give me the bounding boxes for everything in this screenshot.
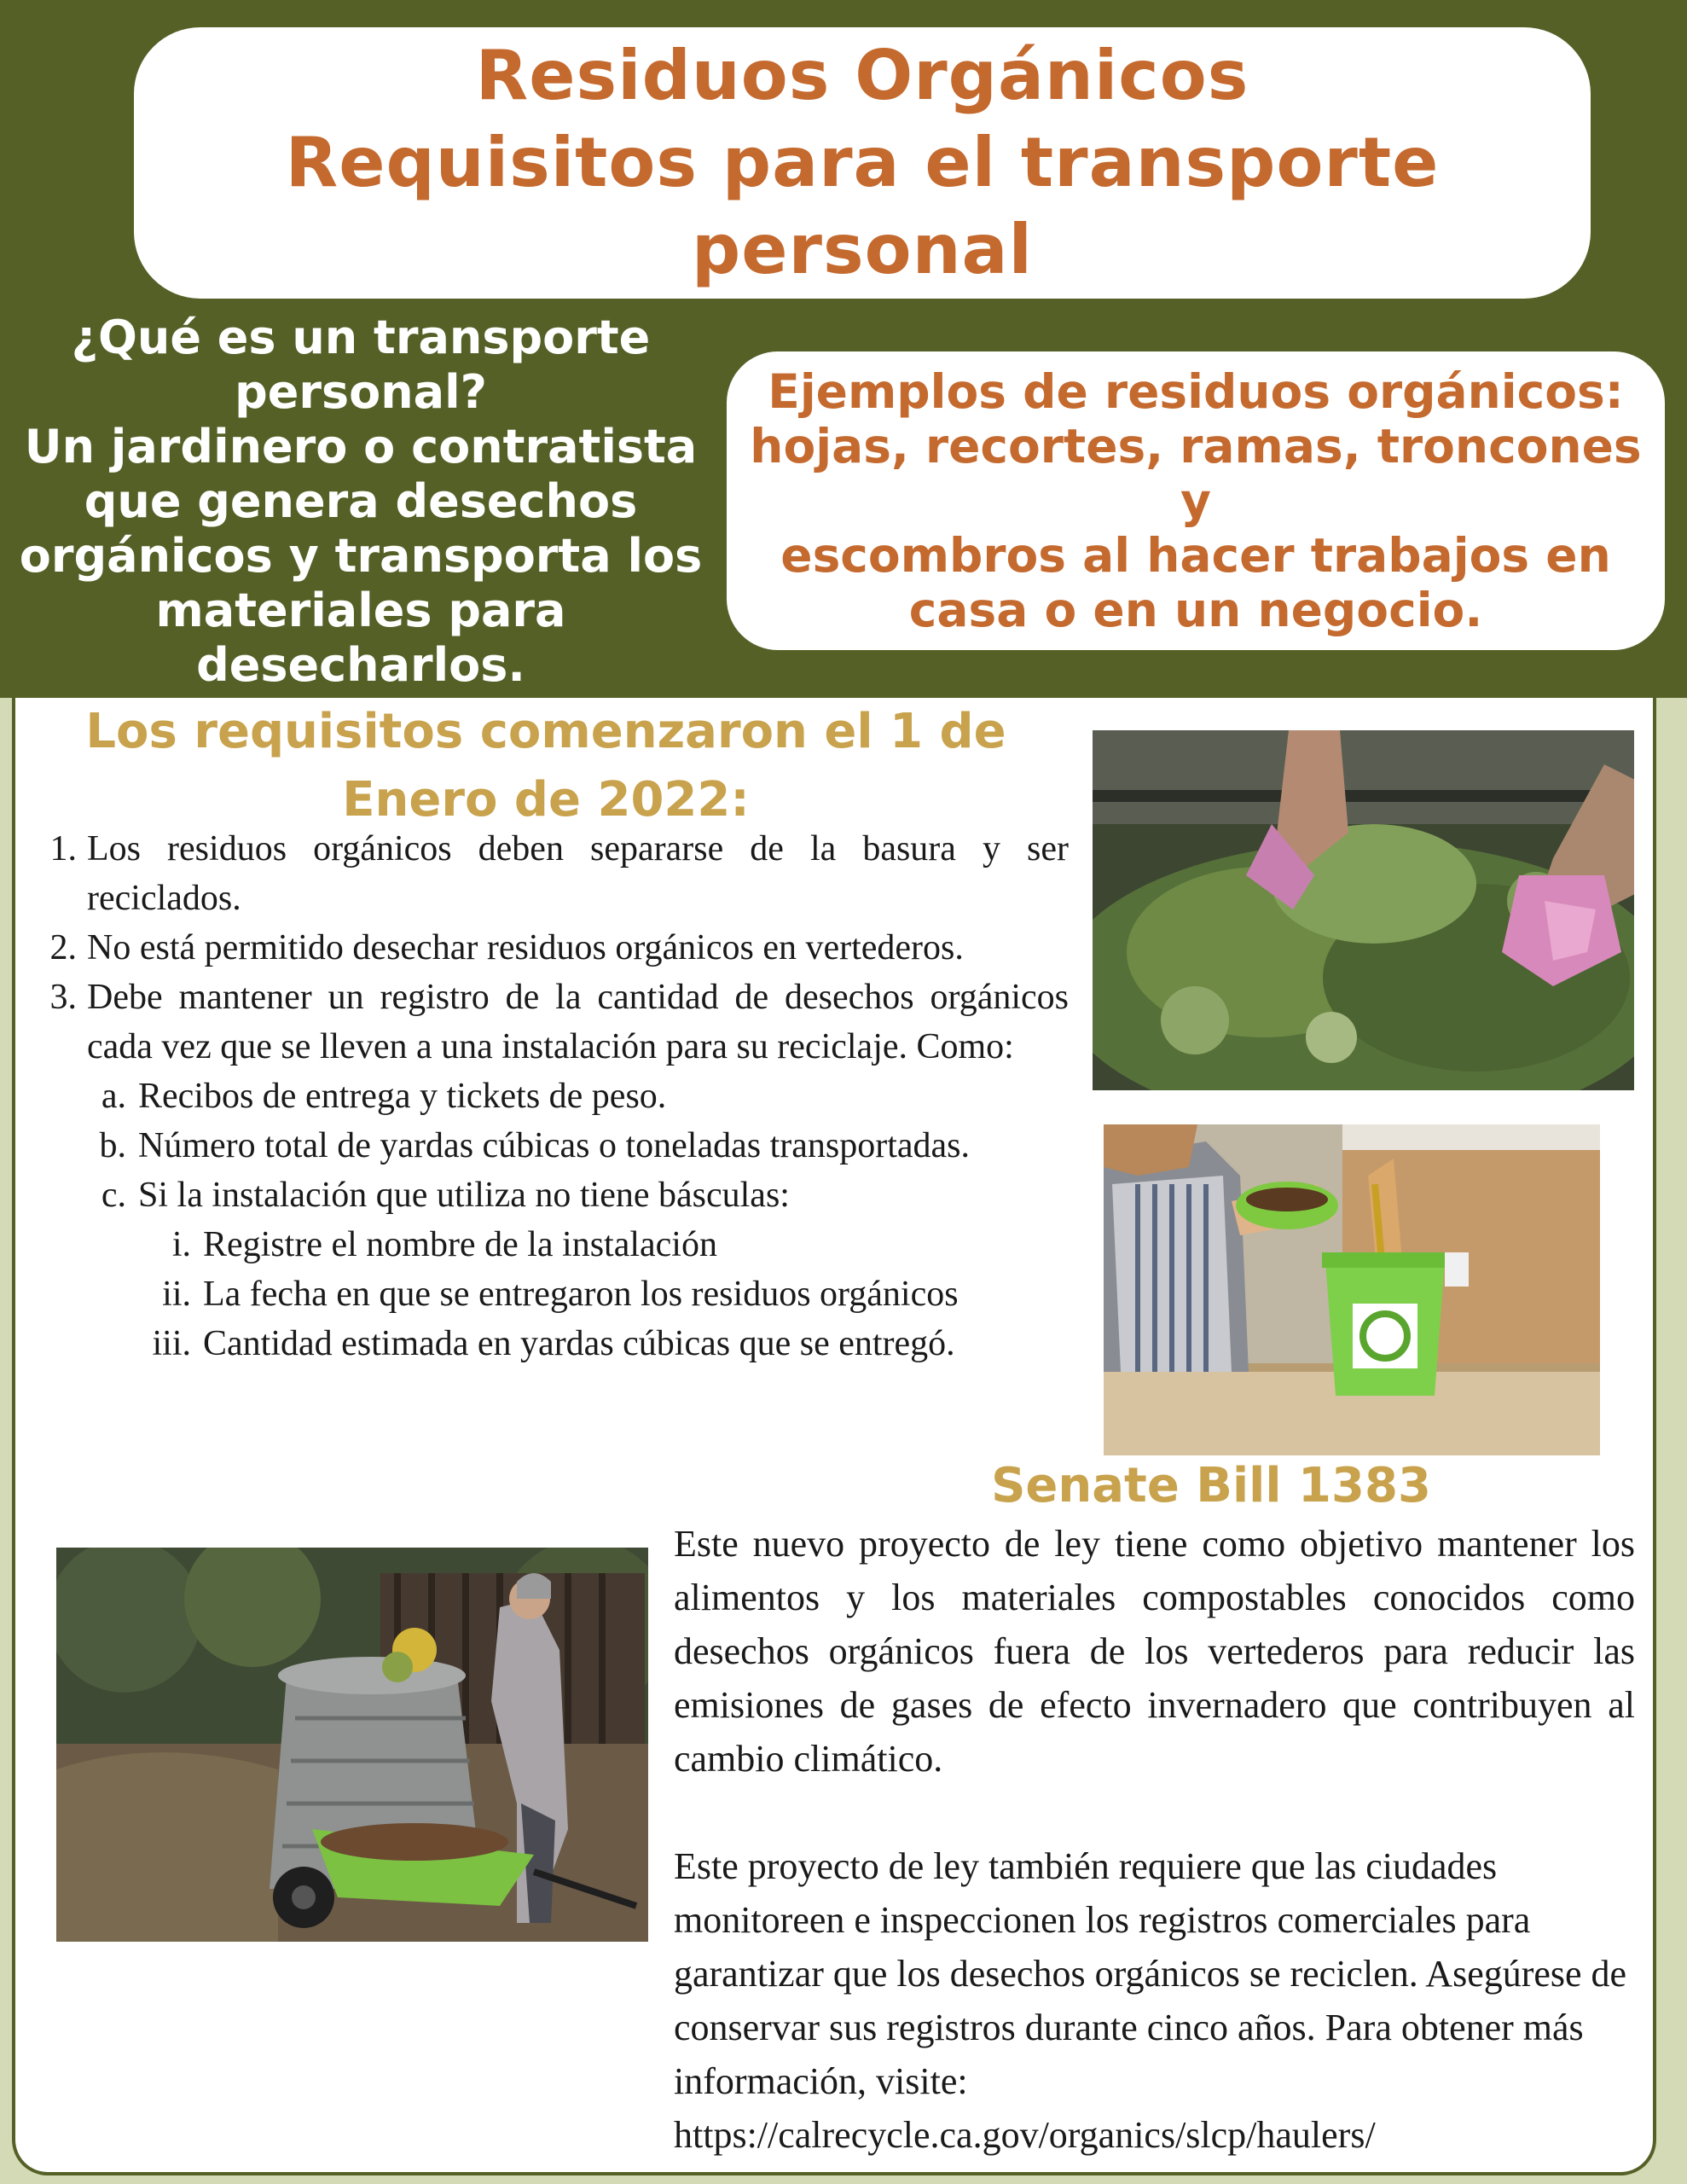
paragraph-2-text: Este proyecto de ley también requiere que las ciudades monitoreen e inspeccionen los registros comerciales para garantizar que los desechos orgánicos se reciclen. Asegúrese de conservar sus registros durante cinco años. <box>674 1845 1627 2048</box>
item-number: 2. <box>49 928 77 967</box>
qa-line: desecharlos. <box>196 638 525 692</box>
senate-bill-text <box>674 1517 1635 2162</box>
title-box <box>134 27 1591 299</box>
photo-yard-clippings <box>1093 730 1634 1090</box>
kitchen-recycling-illustration <box>1104 1124 1600 1455</box>
requirement-subsubitem-iii <box>32 1319 1069 1368</box>
requirements-heading-line-1: Los requisitos comenzaron el 1 de <box>85 704 1006 759</box>
more-info-text: Para obtener más información, visite: <box>674 2007 1584 2102</box>
item-text: Debe mantener un registro de la cantidad de desechos orgánicos cada vez que se lleven a una instalación para su reciclaje. Como: <box>87 978 1069 1066</box>
subitem-text: Número total de yardas cúbicas o toneladas transportadas. <box>138 1126 971 1165</box>
examples-line: casa o en un negocio. <box>908 583 1483 637</box>
subsubitem-numeral: ii. <box>162 1275 191 1314</box>
yard-clippings-illustration <box>1093 730 1634 1090</box>
requirement-item-1 <box>32 824 1069 923</box>
subitem-letter: c. <box>101 1176 126 1215</box>
examples-line: hojas, recortes, ramas, troncones y <box>750 419 1642 528</box>
personal-hauler-definition <box>12 311 710 693</box>
item-text: No está permitido desechar residuos orgánicos en vertederos. <box>87 928 964 967</box>
qa-line: ¿Qué es un transporte <box>71 311 651 364</box>
qa-line: personal? <box>235 365 487 419</box>
requirement-subitem-c <box>32 1170 1069 1220</box>
subsubitem-text: Cantidad estimada en yardas cúbicas que se entregó. <box>203 1324 955 1363</box>
senate-bill-heading: Senate Bill 1383 <box>991 1458 1431 1513</box>
subsubitem-numeral: iii. <box>152 1324 191 1363</box>
requirement-subitem-a <box>32 1072 1069 1121</box>
qa-line: Un jardinero o contratista <box>24 420 698 473</box>
requirement-subsubitem-ii <box>32 1269 1069 1319</box>
compost-bin-illustration <box>56 1548 648 1942</box>
requirements-heading <box>34 698 1058 834</box>
title-line-3: personal <box>692 210 1033 289</box>
title-line-1: Residuos Orgánicos <box>475 36 1249 115</box>
requirements-list <box>32 824 1069 1368</box>
item-number: 1. <box>49 829 77 868</box>
subitem-text: Si la instalación que utiliza no tiene básculas: <box>138 1176 790 1215</box>
qa-line: orgánicos y transporta los <box>19 529 703 583</box>
photo-compost-bin <box>56 1548 648 1942</box>
qa-line: materiales para <box>155 584 566 637</box>
subsubitem-text: Registre el nombre de la instalación <box>203 1225 717 1264</box>
requirement-item-3 <box>32 973 1069 1072</box>
title-line-2: Requisitos para el transporte <box>285 123 1440 202</box>
item-number: 3. <box>49 978 77 1017</box>
examples-line: Ejemplos de residuos orgánicos: <box>768 364 1624 419</box>
item-text: Los residuos orgánicos deben separarse de la basura y ser reciclados. <box>87 829 1069 918</box>
photo-kitchen-recycling-bin <box>1104 1124 1600 1455</box>
senate-bill-paragraph-1: Este nuevo proyecto de ley tiene como objetivo mantener los alimentos y los materiales compostables conocidos como desechos orgánicos fuera de los vertederos para reducir las emisiones de gases de efecto invernadero que contribuyen al cambio climático. <box>674 1523 1635 1780</box>
requirement-subitem-b <box>32 1121 1069 1170</box>
requirement-item-2 <box>32 923 1069 973</box>
subitem-letter: a. <box>101 1077 126 1116</box>
subitem-text: Recibos de entrega y tickets de peso. <box>138 1077 667 1116</box>
requirement-subsubitem-i <box>32 1220 1069 1269</box>
examples-line: escombros al hacer trabajos en <box>780 528 1611 583</box>
calrecycle-url-link[interactable]: https://calrecycle.ca.gov/organics/slcp/haulers/ <box>674 2114 1376 2156</box>
subitem-letter: b. <box>99 1126 126 1165</box>
senate-bill-paragraph-2 <box>674 1839 1635 2162</box>
organic-waste-examples-box <box>727 351 1665 650</box>
qa-line: que genera desechos <box>84 474 638 528</box>
subsubitem-numeral: i. <box>171 1225 191 1264</box>
subsubitem-text: La fecha en que se entregaron los residuos orgánicos <box>203 1275 959 1314</box>
requirements-heading-line-2: Enero de 2022: <box>342 772 750 828</box>
